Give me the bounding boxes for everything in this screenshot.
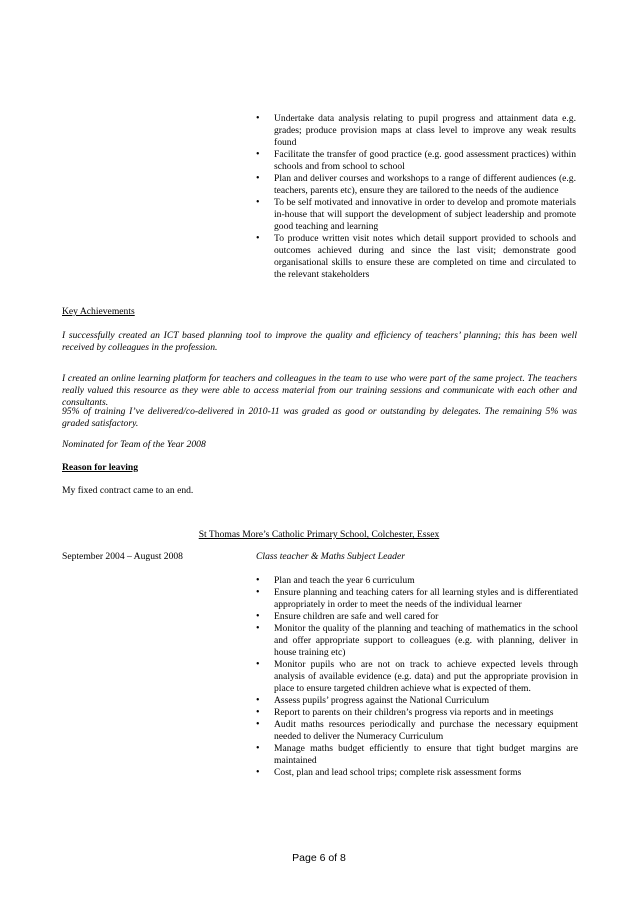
list-item: • Monitor pupils who are not on track to achieve expected levels through analysis of available evidence (e.g. data) and put the appropriate provision in place to ensure targeted children achieve what is expected of them. [256, 659, 578, 695]
key-achievements-heading: Key Achievements [62, 306, 135, 317]
job-dates: September 2004 – August 2008 [62, 551, 183, 562]
list-item: • Audit maths resources periodically and purchase the necessary equipment needed to deliver the Numeracy Curriculum [256, 719, 578, 743]
achievement-paragraph: I created an online learning platform for teachers and colleagues in the team to use who were part of the same project. The teachers really valued this resource as they were able to access material from our training sessions and communicate with each other and consultants. [62, 373, 577, 408]
list-item: • Report to parents on their children’s progress via reports and in meetings [256, 707, 578, 719]
list-item: • Facilitate the transfer of good practice (e.g. good assessment practices) within schools and from school to school [256, 149, 576, 173]
list-item: • To be self motivated and innovative in order to develop and promote materials in-house that will support the development of subject leadership and promote good teaching and learning [256, 197, 576, 233]
list-item: • Plan and deliver courses and workshops to a range of different audiences (e.g. teachers, parents etc), ensure they are tailored to the needs of the audience [256, 173, 576, 197]
list-item: • Cost, plan and lead school trips; complete risk assessment forms [256, 767, 578, 779]
list-item: • Plan and teach the year 6 curriculum [256, 575, 578, 587]
achievement-paragraph: 95% of training I’ve delivered/co-delivered in 2010-11 was graded as good or outstanding by delegates. The remaining 5% was graded satisfactory. [62, 406, 577, 429]
list-item: • Monitor the quality of the planning and teaching of mathematics in the school and offer appropriate support to colleagues (e.g. with planning, deliver in house training etc) [256, 623, 578, 659]
achievement-paragraph: I successfully created an ICT based planning tool to improve the quality and efficiency of teachers’ planning; this has been well received by colleagues in the profession. [62, 330, 577, 353]
reason-for-leaving-heading: Reason for leaving [62, 462, 139, 473]
list-item: • Assess pupils’ progress against the National Curriculum [256, 695, 578, 707]
achievement-paragraph: Nominated for Team of the Year 2008 [62, 439, 206, 450]
list-item: • Undertake data analysis relating to pupil progress and attainment data e.g. grades; produce provision maps at class level to improve any weak results found [256, 113, 576, 149]
list-item: • To produce written visit notes which detail support provided to schools and outcomes achieved during and since the last visit; demonstrate good organisational skills to ensure these are completed on time and circulated to the relevant stakeholders [256, 233, 576, 281]
list-item: • Manage maths budget efficiently to ensure that tight budget margins are maintained [256, 743, 578, 767]
reason-for-leaving-text: My fixed contract came to an end. [62, 485, 194, 496]
job-title: Class teacher & Maths Subject Leader [256, 551, 405, 562]
school-heading: St Thomas More’s Catholic Primary School, Colchester, Essex [198, 529, 440, 540]
page-number-footer: Page 6 of 8 [292, 852, 346, 864]
previous-role-duties-list [256, 113, 576, 281]
list-item: • Ensure children are safe and well cared for [256, 611, 578, 623]
teacher-duties-list [256, 575, 578, 779]
list-item: • Ensure planning and teaching caters for all learning styles and is differentiated appropriately in order to meet the needs of the individual learner [256, 587, 578, 611]
